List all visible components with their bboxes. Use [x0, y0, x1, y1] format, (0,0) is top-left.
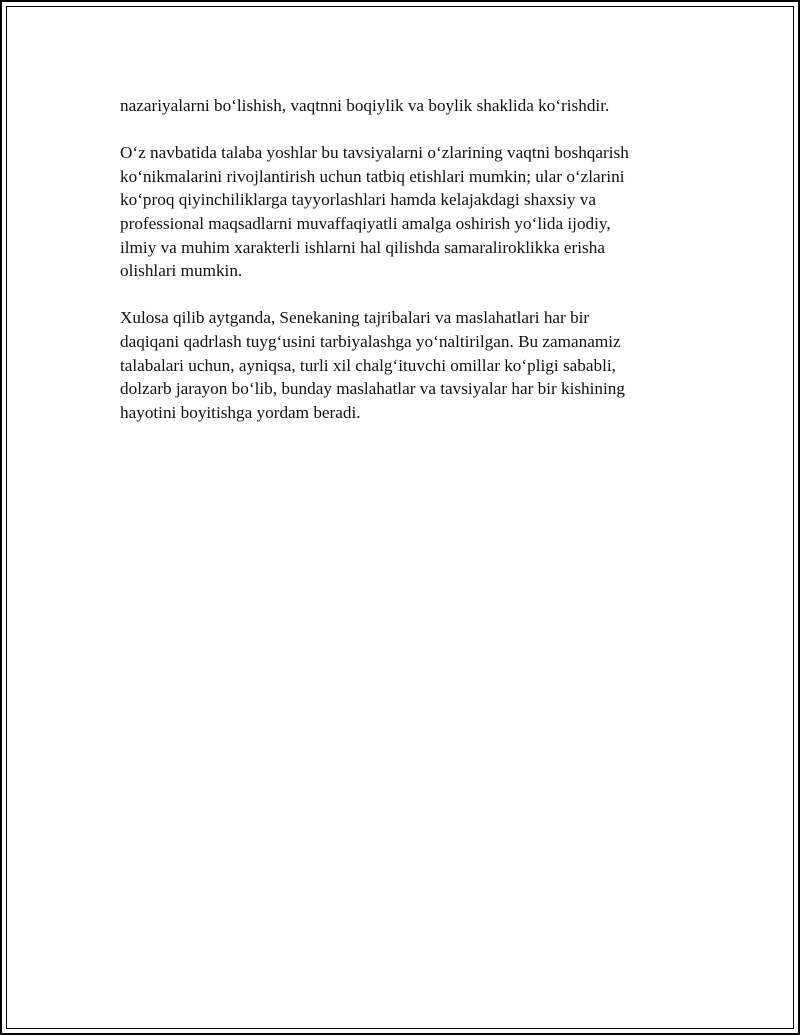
- text-line: talabalari uchun, ayniqsa, turli xil chalg‘ituvchi omillar ko‘pligi sababli,: [120, 355, 616, 375]
- text-line: hayotini boyitishga yordam beradi.: [120, 402, 361, 422]
- text-line: professional maqsadlarni muvaffaqiyatli amalga oshirish yo‘lida ijodiy,: [120, 213, 611, 233]
- document-body: [120, 94, 700, 448]
- text-line: Xulosa qilib aytganda, Senekaning tajribalari va maslahatlari har bir: [120, 308, 590, 328]
- text-line: ilmiy va muhim xarakterli ishlarni hal qilishda samaraliroklikka erisha: [120, 237, 605, 257]
- text-line: O‘z navbatida talaba yoshlar bu tavsiyalarni o‘zlarining vaqtni boshqarish: [120, 143, 629, 163]
- text-line: dolzarb jarayon bo‘lib, bunday maslahatlar va tavsiyalar har bir kishining: [120, 379, 625, 399]
- paragraph-1: [120, 94, 700, 118]
- text-line: ko‘nikmalarini rivojlantirish uchun tatbiq etishlari mumkin; ular o‘zlarini: [120, 166, 625, 186]
- text-line: daqiqani qadrlash tuyg‘usini tarbiyalashga yo‘naltirilgan. Bu zamanamiz: [120, 331, 621, 351]
- text-line: olishlari mumkin.: [120, 261, 243, 281]
- text-line: ko‘proq qiyinchiliklarga tayyorlashlari hamda kelajakdagi shaxsiy va: [120, 190, 597, 210]
- text-line: nazariyalarni bo‘lishish, vaqtnni boqiylik va boylik shaklida ko‘rishdir.: [120, 96, 610, 115]
- paragraph-3: [120, 306, 700, 424]
- paragraph-2: [120, 141, 700, 283]
